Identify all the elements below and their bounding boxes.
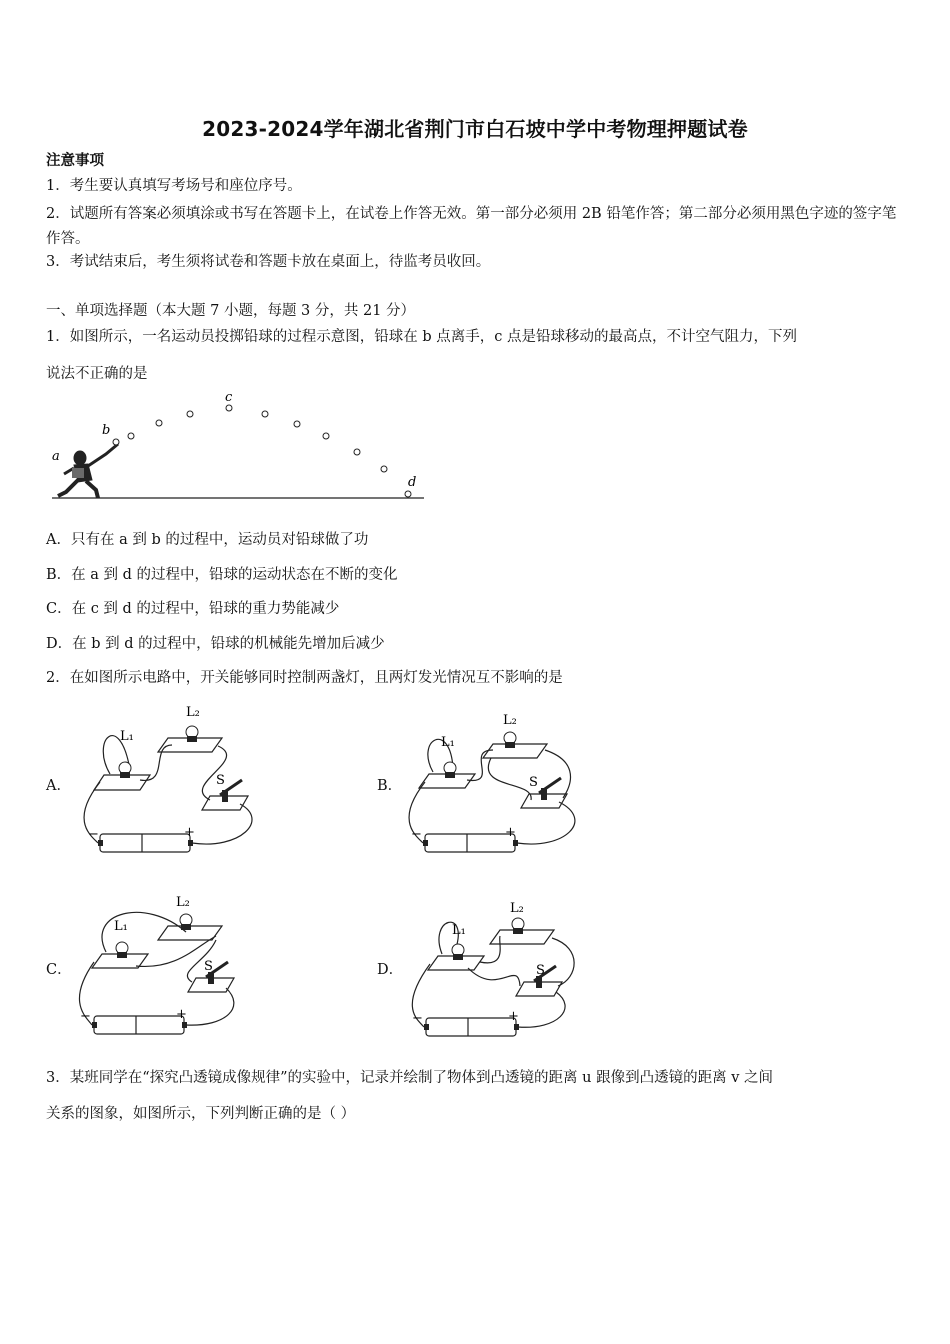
circuit-c-plus: +	[176, 1007, 187, 1022]
notice-item-2: 2．试题所有答案必须填涂或书写在答题卡上，在试卷上作答无效。第一部分必须用 2B 铅笔作答；第二部分必须用黑色字迹的签字笔作答。	[46, 206, 897, 247]
circuit-d-l1-label: L₁	[452, 923, 466, 938]
circuit-d	[408, 898, 588, 1048]
section-heading: 一、单项选择题（本大题 7 小题，每题 3 分，共 21 分）	[46, 303, 416, 319]
circuit-b-l2-label: L₂	[503, 713, 517, 728]
trajectory-points	[113, 405, 411, 497]
q2-letter-a: A．	[46, 778, 71, 794]
point-c-label: c	[225, 390, 233, 405]
circuit-c	[76, 892, 256, 1047]
circuit-d-s-label: S	[536, 963, 545, 978]
q2-letter-c: C．	[46, 962, 72, 978]
notice-item-3: 3．考试结束后，考生须将试卷和答题卡放在桌面上，待监考员收回。	[46, 254, 491, 270]
shot-put-figure	[44, 388, 434, 506]
notice-heading: 注意事项	[46, 152, 104, 169]
circuit-a-l2-label: L₂	[186, 705, 200, 720]
q1-stem-line1: 1．如图所示，一名运动员投掷铅球的过程示意图，铅球在 b 点离手，c 点是铅球移动的最高点，不计空气阻力，下列	[46, 329, 797, 345]
circuit-c-l1-label: L₁	[114, 919, 128, 934]
q1-option-d: D．在 b 到 d 的过程中，铅球的机械能先增加后减少	[46, 636, 385, 652]
q2-letter-d: D．	[377, 962, 404, 978]
q1-option-b: B．在 a 到 d 的过程中，铅球的运动状态在不断的变化	[46, 567, 398, 583]
circuit-b-plus: +	[505, 825, 516, 840]
circuit-d-l2-label: L₂	[510, 901, 524, 916]
circuit-a-minus: −	[88, 827, 99, 842]
athlete-figure	[58, 444, 118, 498]
circuit-a-plus: +	[184, 825, 195, 840]
circuit-d-plus: +	[508, 1009, 519, 1024]
q2-letter-b: B．	[377, 778, 403, 794]
q1-option-c: C．在 c 到 d 的过程中，铅球的重力势能减少	[46, 601, 340, 617]
circuit-a	[80, 700, 260, 862]
circuit-a-l1-label: L₁	[120, 729, 134, 744]
q1-stem-line2: 说法不正确的是	[46, 366, 148, 382]
point-b-label: b	[102, 423, 111, 438]
circuit-b-minus: −	[411, 827, 422, 842]
circuit-b	[405, 710, 585, 860]
q3-stem-line1: 3．某班同学在“探究凸透镜成像规律”的实验中，记录并绘制了物体到凸透镜的距离 u 跟像到凸透镜的距离 v 之间	[46, 1070, 774, 1086]
circuit-a-s-label: S	[216, 773, 225, 788]
circuit-d-minus: −	[412, 1011, 423, 1026]
point-a-label: a	[52, 449, 60, 464]
circuit-b-s-label: S	[529, 775, 538, 790]
q2-stem: 2．在如图所示电路中，开关能够同时控制两盏灯，且两灯发光情况互不影响的是	[46, 670, 563, 686]
q1-option-a: A．只有在 a 到 b 的过程中，运动员对铅球做了功	[46, 532, 369, 548]
q3-stem-line2: 关系的图象，如图所示，下列判断正确的是（ ）	[46, 1106, 356, 1122]
circuit-c-minus: −	[80, 1009, 91, 1024]
circuit-b-l1-label: L₁	[441, 735, 455, 750]
point-d-label: d	[408, 475, 417, 490]
circuit-c-l2-label: L₂	[176, 895, 190, 910]
circuit-c-s-label: S	[204, 959, 213, 974]
page-title: 2023-2024学年湖北省荆门市白石坡中学中考物理押题试卷	[202, 117, 748, 141]
notice-item-1: 1．考生要认真填写考场号和座位序号。	[46, 178, 302, 194]
